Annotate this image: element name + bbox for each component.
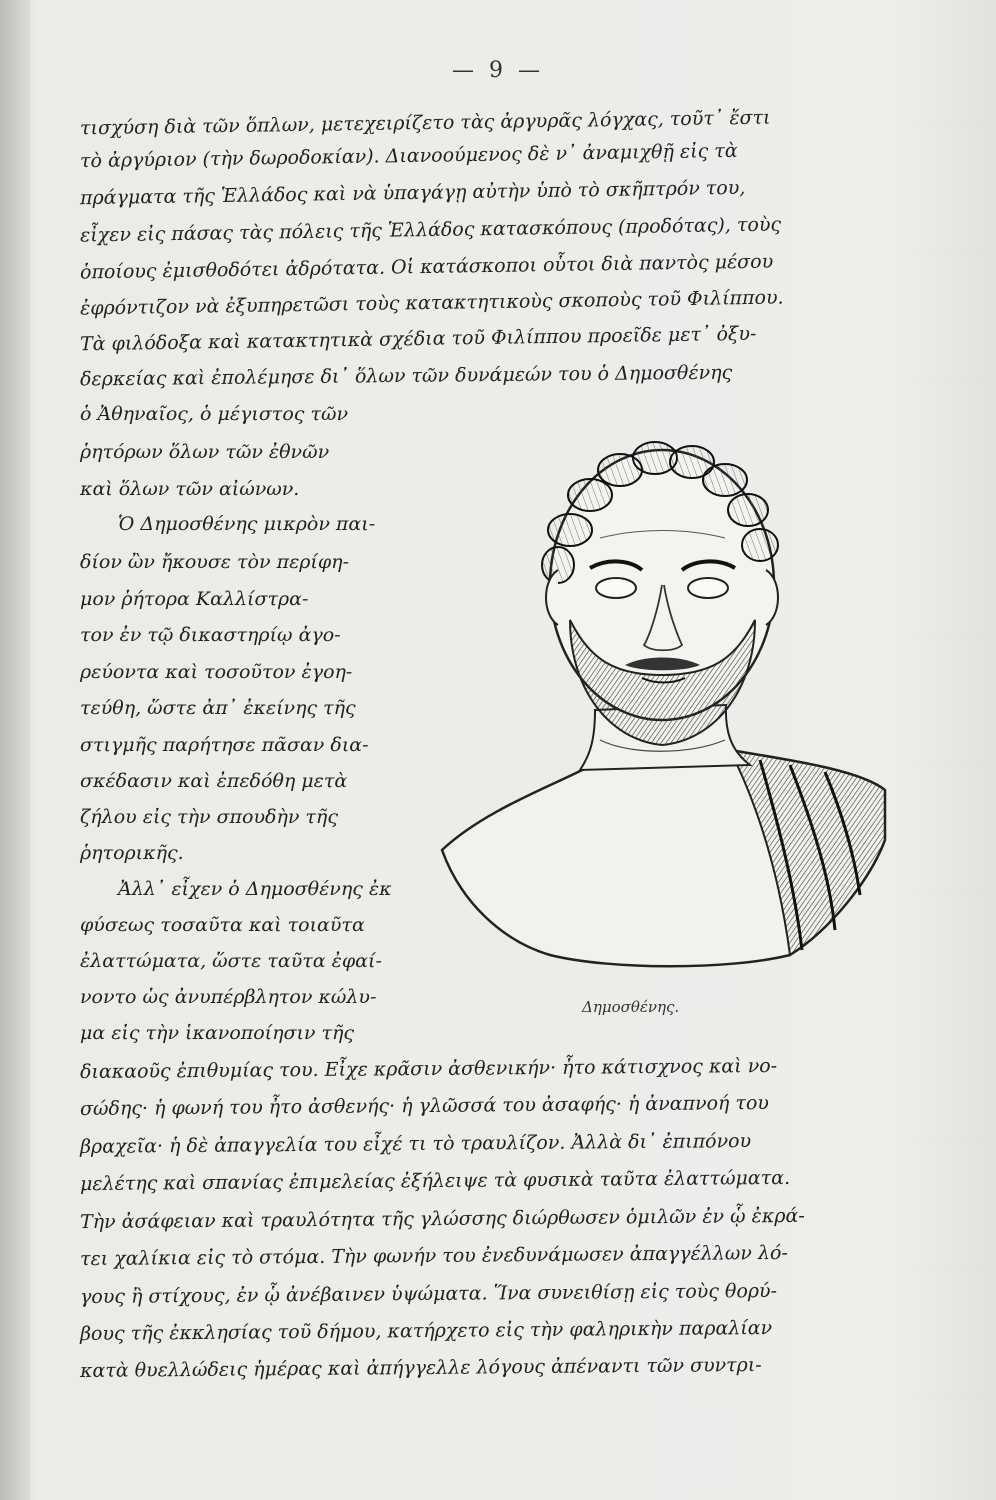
column-line: μα εἰς τὴν ἱκανοποίησιν τῆς bbox=[80, 1022, 355, 1044]
text-line: ὁποίους ἐμισθοδότει ἀδρότατα. Οἱ κατάσκοποι οὗτοι διὰ παντὸς μέσου bbox=[79, 250, 774, 284]
text-line: πράγματα τῆς Ἑλλάδος καὶ νὰ ὑπαγάγῃ αὐτὴν ὑπὸ τὸ σκῆπτρόν του, bbox=[79, 176, 746, 210]
text-line: βους τῆς ἐκκλησίας τοῦ δήμου, κατήρχετο εἰς τὴν φαληρικὴν παραλίαν bbox=[79, 1316, 773, 1346]
column-line: τον ἐν τῷ δικαστηρίῳ ἀγο- bbox=[80, 624, 341, 646]
column-line: ῥητόρων ὅλων τῶν ἐθνῶν bbox=[80, 441, 330, 463]
column-line: μον ῥήτορα Καλλίστρα- bbox=[80, 588, 309, 610]
eye-left bbox=[596, 578, 636, 598]
column-line: ῥητορικῆς. bbox=[80, 842, 184, 864]
column-line: ἐλαττώματα, ὥστε ταῦτα ἐφαί- bbox=[80, 950, 382, 972]
text-line: διακαοῦς ἐπιθυμίας του. Εἶχε κρᾶσιν ἀσθενικήν· ἦτο κάτισχνος καὶ νο- bbox=[79, 1054, 778, 1084]
column-line: φύσεως τοσαῦτα καὶ τοιαῦτα bbox=[80, 914, 365, 936]
column-line: ρεύοντα καὶ τοσοῦτον ἐγοη- bbox=[80, 661, 353, 683]
column-line: Ὁ Δημοσθένης μικρὸν παι- bbox=[118, 513, 376, 535]
text-line: δερκείας καὶ ἐπολέμησε δι᾽ ὅλων τῶν δυνάμεών του ὁ Δημοσθένης bbox=[79, 361, 733, 391]
page-number: — 9 — bbox=[452, 58, 544, 83]
column-line: καὶ ὅλων τῶν αἰώνων. bbox=[80, 478, 300, 500]
text-line: ἐφρόντιζον νὰ ἐξυπηρετῶσι τοὺς κατακτητικοὺς σκοποὺς τοῦ Φιλίππου. bbox=[79, 286, 784, 320]
column-line: Ἀλλ᾽ εἶχεν ὁ Δημοσθένης ἐκ bbox=[118, 878, 392, 900]
column-line: νοντο ὡς ἀνυπέρβλητον κώλυ- bbox=[80, 986, 377, 1008]
text-line: βραχεῖα· ἡ δὲ ἀπαγγελία του εἶχέ τι τὸ τραυλίζον. Ἀλλὰ δι᾽ ἐπιπόνου bbox=[79, 1130, 752, 1158]
column-line: ὁ Ἀθηναῖος, ὁ μέγιστος τῶν bbox=[80, 403, 348, 425]
column-line: ζήλου εἰς τὴν σπουδὴν τῆς bbox=[80, 806, 338, 828]
text-line: σώδης· ἡ φωνή του ἦτο ἀσθενής· ἡ γλῶσσά του ἀσαφής· ἡ ἀναπνοή του bbox=[79, 1091, 770, 1121]
text-line: Τὰ φιλόδοξα καὶ κατακτητικὰ σχέδια τοῦ Φιλίππου προεῖδε μετ᾽ ὀξυ- bbox=[79, 322, 757, 356]
illustration-caption: Δημοσθένης. bbox=[582, 998, 680, 1016]
eye-right bbox=[688, 578, 728, 598]
page-binding-edge bbox=[0, 0, 30, 1500]
text-line: τὸ ἀργύριον (τὴν δωροδοκίαν). Διανοούμενος δὲ ν᾽ ἀναμιχθῇ εἰς τὰ bbox=[79, 139, 738, 173]
text-line: γους ἢ στίχους, ἐν ᾧ ἀνέβαινεν ὑψώματα. Ἵνα συνειθίσῃ εἰς τοὺς θορύ- bbox=[79, 1279, 778, 1309]
column-line: δίον ὢν ἤκουσε τὸν περίφη- bbox=[80, 551, 349, 573]
text-line: Τὴν ἀσάφειαν καὶ τραυλότητα τῆς γλώσσης διώρθωσεν ὁμιλῶν ἐν ᾧ ἐκρά- bbox=[79, 1204, 805, 1234]
text-line: τει χαλίκια εἰς τὸ στόμα. Τὴν φωνήν του ἐνεδυνάμωσεν ἀπαγγέλλων λό- bbox=[79, 1241, 788, 1271]
column-line: τεύθη, ὥστε ἀπ᾽ ἐκείνης τῆς bbox=[80, 697, 356, 719]
demosthenes-bust-illustration bbox=[430, 410, 900, 970]
column-line: στιγμῆς παρήτησε πᾶσαν δια- bbox=[80, 734, 369, 756]
text-line: μελέτης καὶ σπανίας ἐπιμελείας ἐξήλειψε τὰ φυσικὰ ταῦτα ἐλαττώματα. bbox=[79, 1166, 791, 1196]
text-line: κατὰ θυελλώδεις ἡμέρας καὶ ἀπήγγελλε λόγους ἀπέναντι τῶν συντρι- bbox=[79, 1354, 762, 1382]
column-line: σκέδασιν καὶ ἐπεδόθη μετὰ bbox=[80, 770, 348, 792]
text-line: τισχύση διὰ τῶν ὅπλων, μετεχειρίζετο τὰς ἀργυρᾶς λόγχας, τοῦτ᾽ ἔστι bbox=[79, 106, 771, 140]
text-line: εἶχεν εἰς πάσας τὰς πόλεις τῆς Ἑλλάδος κατασκόπους (προδότας), τοὺς bbox=[79, 213, 782, 247]
